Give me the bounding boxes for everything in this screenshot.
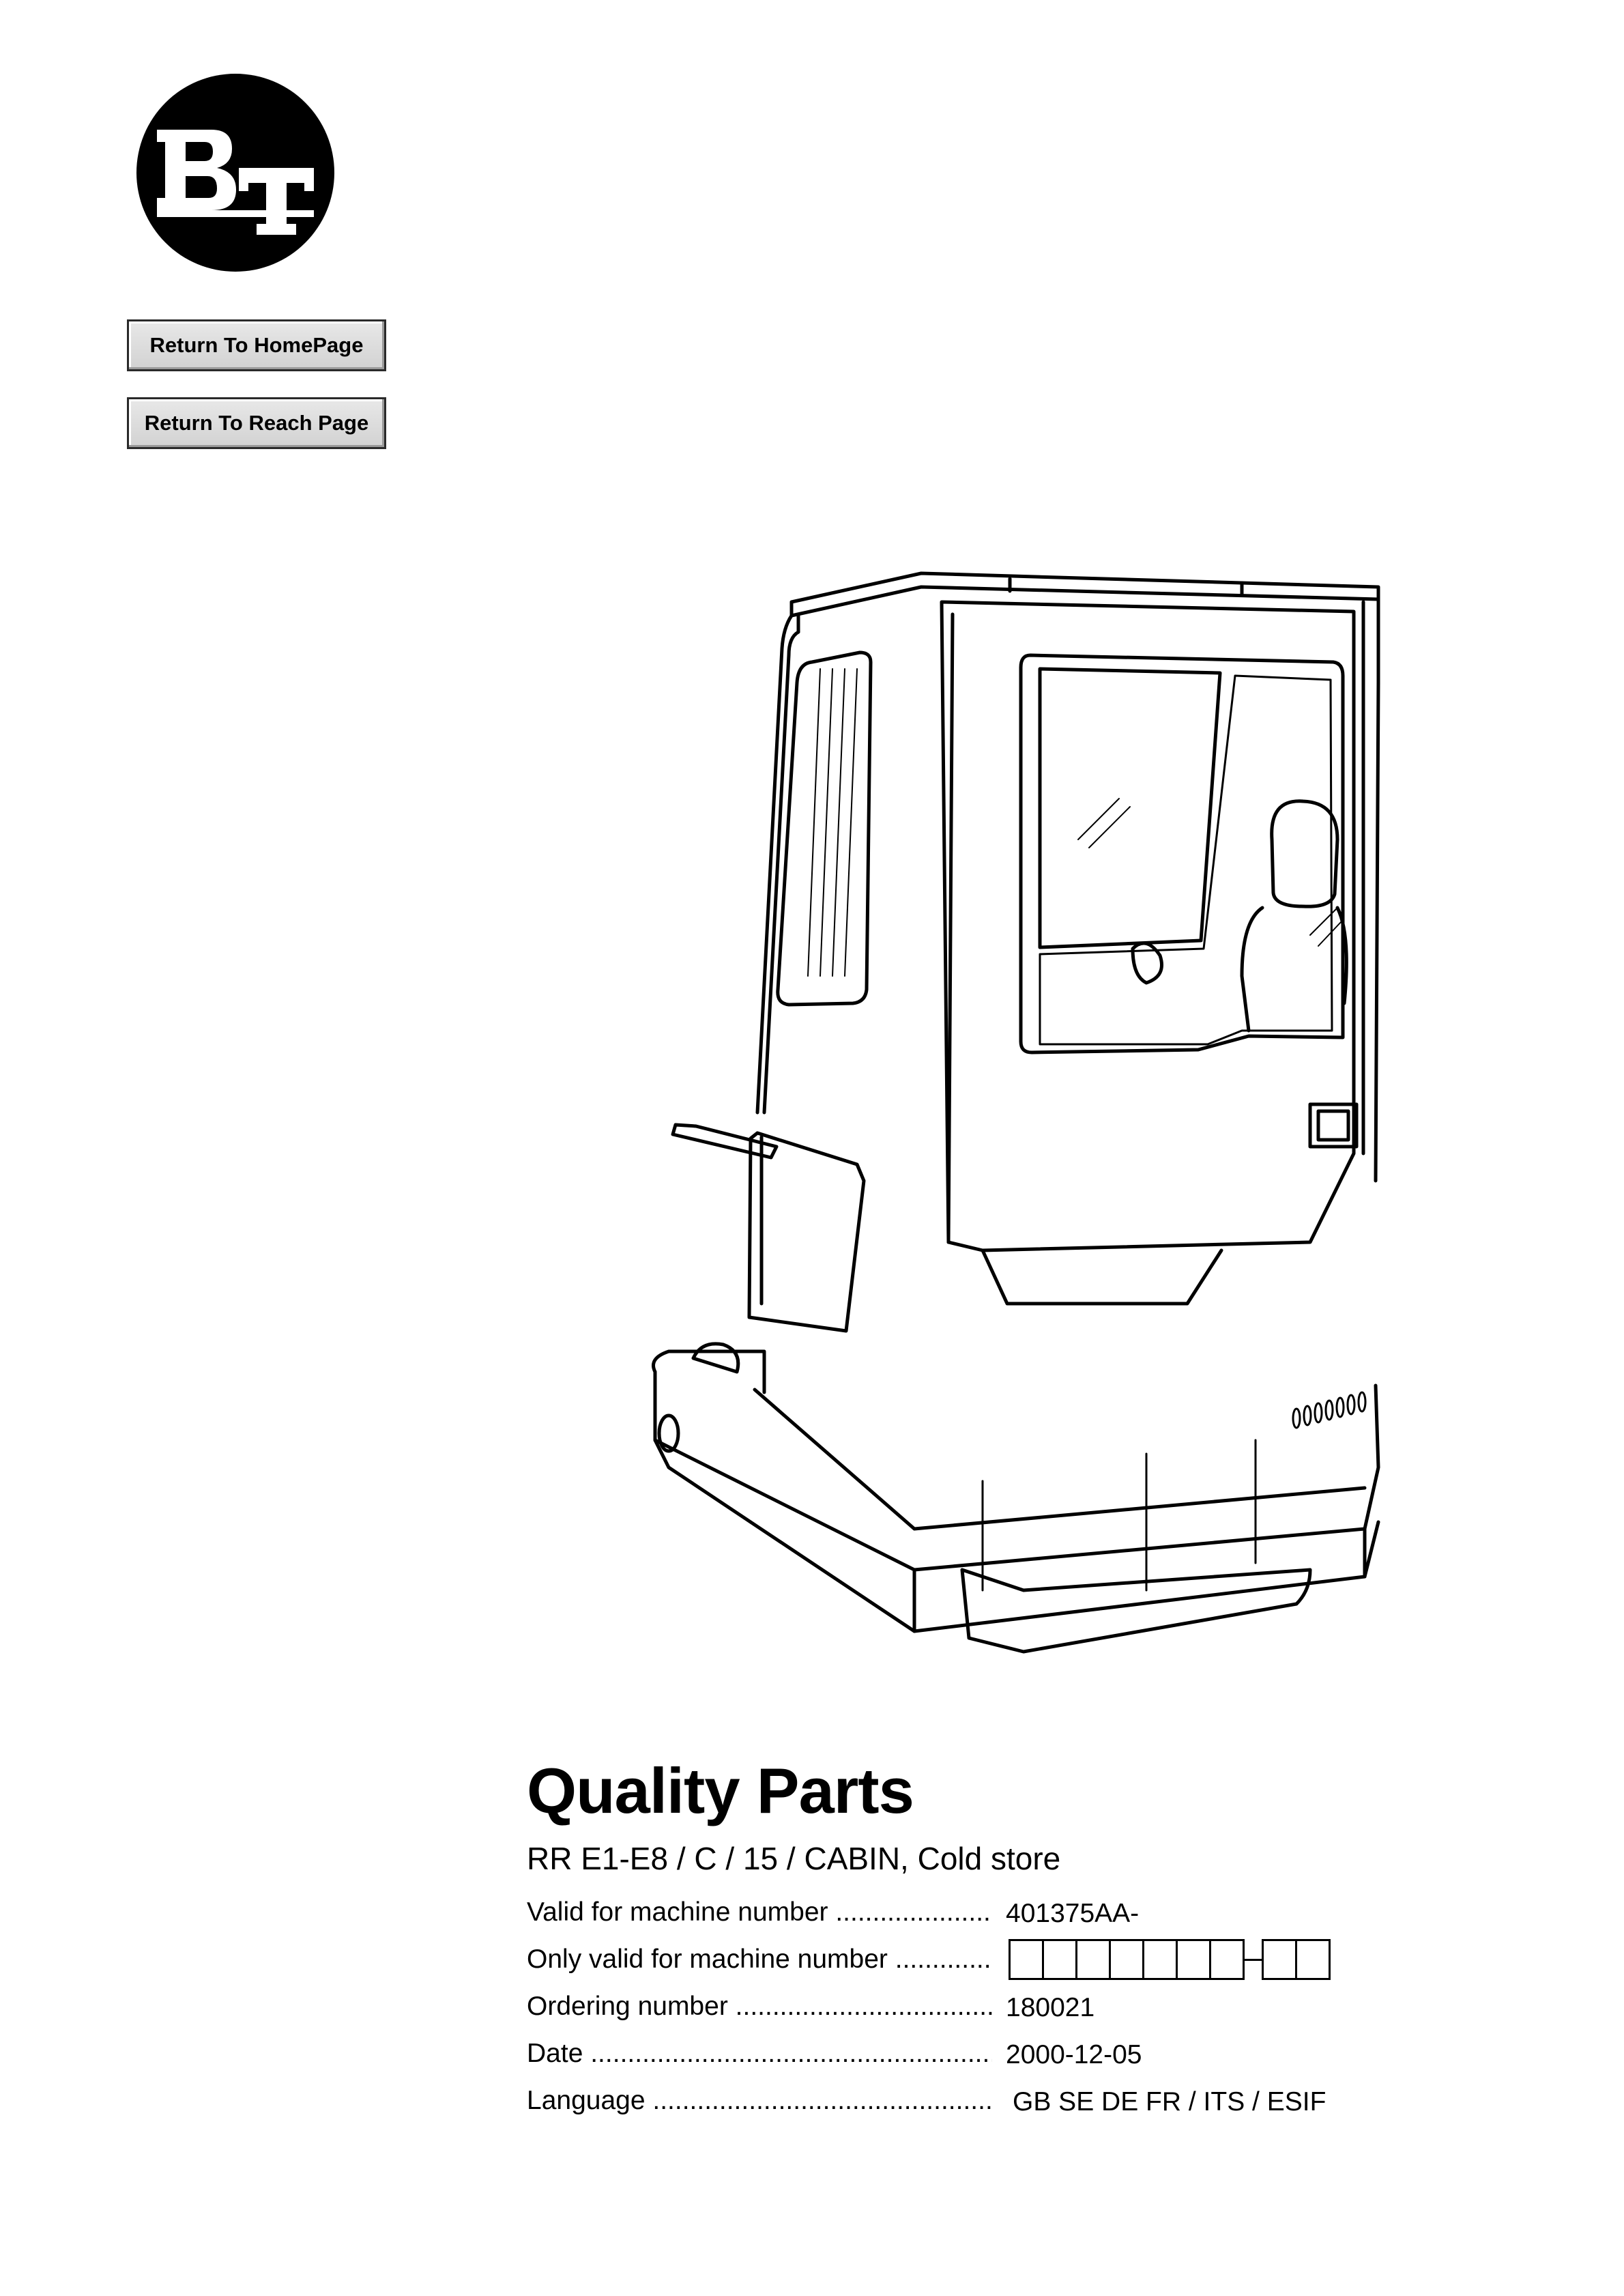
info-label: Ordering number ..... — [527, 1992, 992, 2022]
info-row-ordering — [527, 1986, 1414, 2033]
digit-box — [1009, 1939, 1044, 1980]
info-value: 180021 — [1006, 1993, 1095, 2022]
info-value: 401375AA- — [1006, 1899, 1140, 1928]
machine-number-boxes — [1009, 1939, 1329, 1980]
digit-box — [1262, 1939, 1297, 1980]
info-label: Date ..... — [527, 2039, 992, 2069]
page-title: Quality Parts — [527, 1755, 914, 1826]
info-label: Language ..... — [527, 2086, 992, 2116]
page-subtitle: RR E1-E8 / C / 15 / CABIN, Cold store — [527, 1841, 1061, 1876]
info-value: GB SE DE FR / ITS / ESIF — [1013, 2087, 1326, 2116]
return-to-reach-page-button[interactable]: Return To Reach Page — [127, 397, 386, 449]
info-row-date — [527, 2033, 1414, 2080]
digit-box — [1075, 1939, 1111, 1980]
info-row-only-valid — [527, 1939, 1414, 1986]
separator-dash — [1243, 1959, 1262, 1961]
digit-box — [1295, 1939, 1331, 1980]
cabin-truck-illustration — [628, 566, 1433, 1727]
info-label: Valid for machine number ..... — [527, 1897, 992, 1927]
info-label: Only valid for machine number ..... — [527, 1945, 992, 1975]
info-row-language — [527, 2080, 1414, 2127]
bt-logo — [136, 74, 334, 272]
parts-info-table — [527, 1892, 1414, 2127]
digit-box — [1109, 1939, 1144, 1980]
info-row-valid-for — [527, 1892, 1414, 1939]
info-value: 2000-12-05 — [1006, 2040, 1142, 2069]
digit-box — [1209, 1939, 1245, 1980]
return-to-homepage-button[interactable]: Return To HomePage — [127, 319, 386, 371]
digit-box — [1142, 1939, 1178, 1980]
digit-box — [1176, 1939, 1211, 1980]
digit-box — [1042, 1939, 1077, 1980]
